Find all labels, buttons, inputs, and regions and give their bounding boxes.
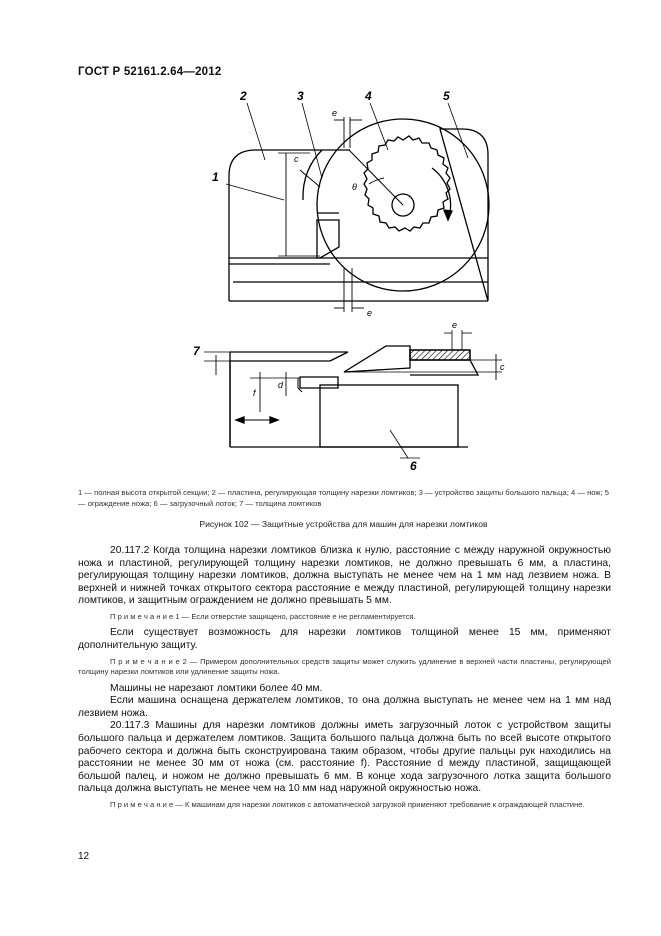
dim-e-right: e — [452, 320, 458, 330]
top-view — [226, 103, 489, 312]
dim-d: d — [278, 380, 284, 390]
paragraph-20-117-2: 20.117.2 Когда толщина нарезки ломтиков близка к нулю, расстояние c между наружной окружностью ножа и пластиной, регулирующей толщину нарезки ломтиков, не должно превышать 6 мм, а пластина, регулирующая толщину нарезки ломтиков, должна выступать не менее чем на 1 мм над лезвием ножа. В верхней и нижней точках открытого сектора расстояние e между пластиной, регулирующей толщину нарезки ломтиков, и защитным ограждением не должно превышать 5 мм. — [78, 545, 611, 607]
callout-1: 1 — [212, 170, 219, 184]
figure-legend: 1 — полная высота открытой секции; 2 — пластина, регулирующая толщину нарезки ломтиков; 3 — устройство защиты большого пальца; 4 — нож; 5 — ограждение ножа; 6 — загрузочный лоток; 7 — толщина ломтиков — [78, 488, 609, 508]
document-header: ГОСТ Р 52161.2.64—2012 — [78, 66, 222, 78]
note-3: П р и м е ч а н и е — К машинам для нарезки ломтиков с автоматической загрузкой применяют требование к ограждающей пластине. — [110, 800, 585, 809]
figure-labels — [193, 89, 450, 473]
callout-3: 3 — [297, 89, 304, 103]
callout-6: 6 — [410, 459, 417, 473]
paragraph-slice-holder: Если машина оснащена держателем ломтиков, то она должна выступать не менее чем на 1 мм над лезвием ножа. — [78, 695, 611, 719]
dim-f: f — [253, 388, 256, 398]
note-1: П р и м е ч а н и е 1 — Если отверстие защищено, расстояние e не регламентируется. — [110, 611, 416, 621]
body-text — [78, 545, 611, 816]
note-2: П р и м е ч а н и е 2 — Примером дополнительных средств защиты может служить удлинение в верхней части пластины, регулирующей толщину нарезки ломтиков или удлинение защиты ножа. — [78, 656, 611, 677]
figure-caption: Рисунок 102 — Защитные устройства для машин для нарезки ломтиков — [199, 519, 488, 529]
side-view — [204, 330, 502, 458]
paragraph-max-slice: Машины не нарезают ломтики более 40 мм. — [110, 682, 323, 694]
callout-4: 4 — [365, 89, 372, 103]
dim-c-right: c — [500, 362, 505, 372]
dim-c-top: c — [294, 154, 299, 164]
paragraph-additional-protection: Если существует возможность для нарезки ломтиков толщиной менее 15 мм, применяют дополнительную защиту. — [78, 627, 611, 652]
callout-7: 7 — [193, 344, 200, 358]
page-number: 12 — [78, 851, 90, 862]
paragraph-20-117-3: 20.117.3 Машины для нарезки ломтиков должны иметь загрузочный лоток с устройством защиты большого пальца и держателем ломтиков. Защита большого пальца должна быть по всей высоте открытого рабочего сектора и должна быть сконструирована таким образом, чтобы другие пальцы рук находились на расстоянии не менее 30 мм от ножа (см. расстояние f). Расстояние d между пластиной, защищающей большой палец, и ножом не должно превышать 6 мм. В конце хода загрузочного лотка защита большого пальца должна выступать не менее чем на 10 мм над наружной окружностью ножа. — [78, 720, 611, 795]
dim-theta: θ — [352, 182, 357, 192]
dim-e-bottom: e — [367, 308, 373, 318]
callout-5: 5 — [443, 89, 450, 103]
dim-e-top: e — [332, 108, 338, 118]
callout-2: 2 — [240, 89, 247, 103]
figure-drawing — [150, 86, 530, 486]
figure-102 — [150, 86, 530, 486]
